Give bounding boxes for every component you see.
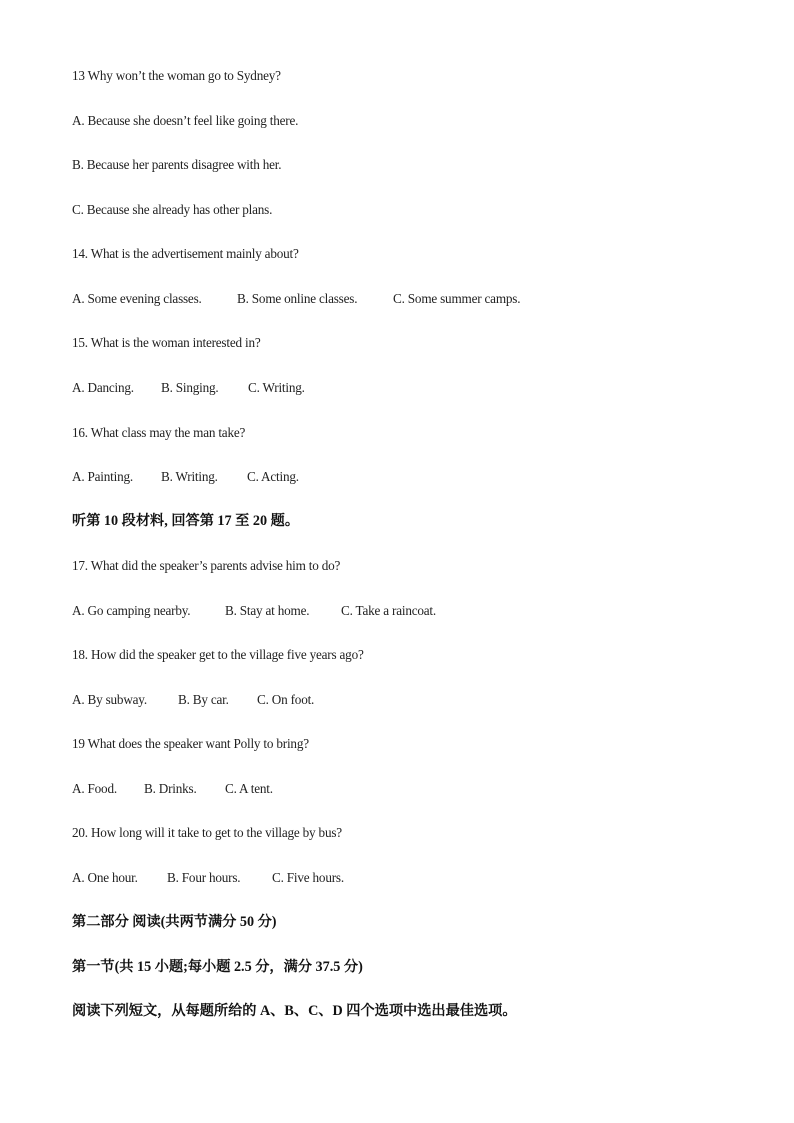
question-20-option-b: B. Four hours. <box>167 870 241 885</box>
section-1-heading: 第一节(共 15 小题;每小题 2.5 分，满分 37.5 分) <box>72 959 363 975</box>
question-17-options <box>72 603 436 619</box>
question-16-options <box>72 469 299 485</box>
question-20-option-a: A. One hour. <box>72 870 138 885</box>
question-18-option-a: A. By subway. <box>72 692 147 707</box>
question-16-option-a: A. Painting. <box>72 469 133 484</box>
question-15-option-a: A. Dancing. <box>72 380 134 395</box>
question-15-options <box>72 380 305 396</box>
question-15-stem: 15. What is the woman interested in? <box>72 335 261 350</box>
question-14-option-a: A. Some evening classes. <box>72 291 202 306</box>
question-14-option-b: B. Some online classes. <box>237 291 358 306</box>
question-16-option-b: B. Writing. <box>161 469 218 484</box>
question-14-options <box>72 291 520 307</box>
question-13-option-b: B. Because her parents disagree with her. <box>72 157 282 172</box>
section-10-heading: 听第 10 段材料, 回答第 17 至 20 题。 <box>72 513 300 529</box>
question-17-option-b: B. Stay at home. <box>225 603 310 618</box>
question-14-option-c: C. Some summer camps. <box>393 291 521 306</box>
question-18-option-c: C. On foot. <box>257 692 315 707</box>
question-20-options <box>72 870 344 886</box>
question-18-options <box>72 692 314 708</box>
question-20-stem: 20. How long will it take to get to the village by bus? <box>72 825 342 840</box>
question-15-option-c: C. Writing. <box>248 380 305 395</box>
question-17-option-a: A. Go camping nearby. <box>72 603 191 618</box>
question-18-option-b: B. By car. <box>178 692 229 707</box>
question-19-options <box>72 781 273 797</box>
question-13-stem: 13 Why won’t the woman go to Sydney? <box>72 68 281 83</box>
question-14-stem: 14. What is the advertisement mainly about? <box>72 246 299 261</box>
question-17-stem: 17. What did the speaker’s parents advise him to do? <box>72 558 341 573</box>
part-2-heading: 第二部分 阅读(共两节满分 50 分) <box>72 914 277 930</box>
question-13-option-a: A. Because she doesn’t feel like going there. <box>72 113 299 128</box>
question-19-option-b: B. Drinks. <box>144 781 197 796</box>
question-19-stem: 19 What does the speaker want Polly to bring? <box>72 736 309 751</box>
reading-instructions: 阅读下列短文，从每题所给的 A、B、C、D 四个选项中选出最佳选项。 <box>72 1003 517 1019</box>
question-19-option-a: A. Food. <box>72 781 117 796</box>
question-15-option-b: B. Singing. <box>161 380 219 395</box>
question-18-stem: 18. How did the speaker get to the village five years ago? <box>72 647 364 662</box>
question-13-option-c: C. Because she already has other plans. <box>72 202 273 217</box>
question-20-option-c: C. Five hours. <box>272 870 344 885</box>
question-17-option-c: C. Take a raincoat. <box>341 603 436 618</box>
question-19-option-c: C. A tent. <box>225 781 273 796</box>
question-16-stem: 16. What class may the man take? <box>72 425 246 440</box>
question-16-option-c: C. Acting. <box>247 469 299 484</box>
